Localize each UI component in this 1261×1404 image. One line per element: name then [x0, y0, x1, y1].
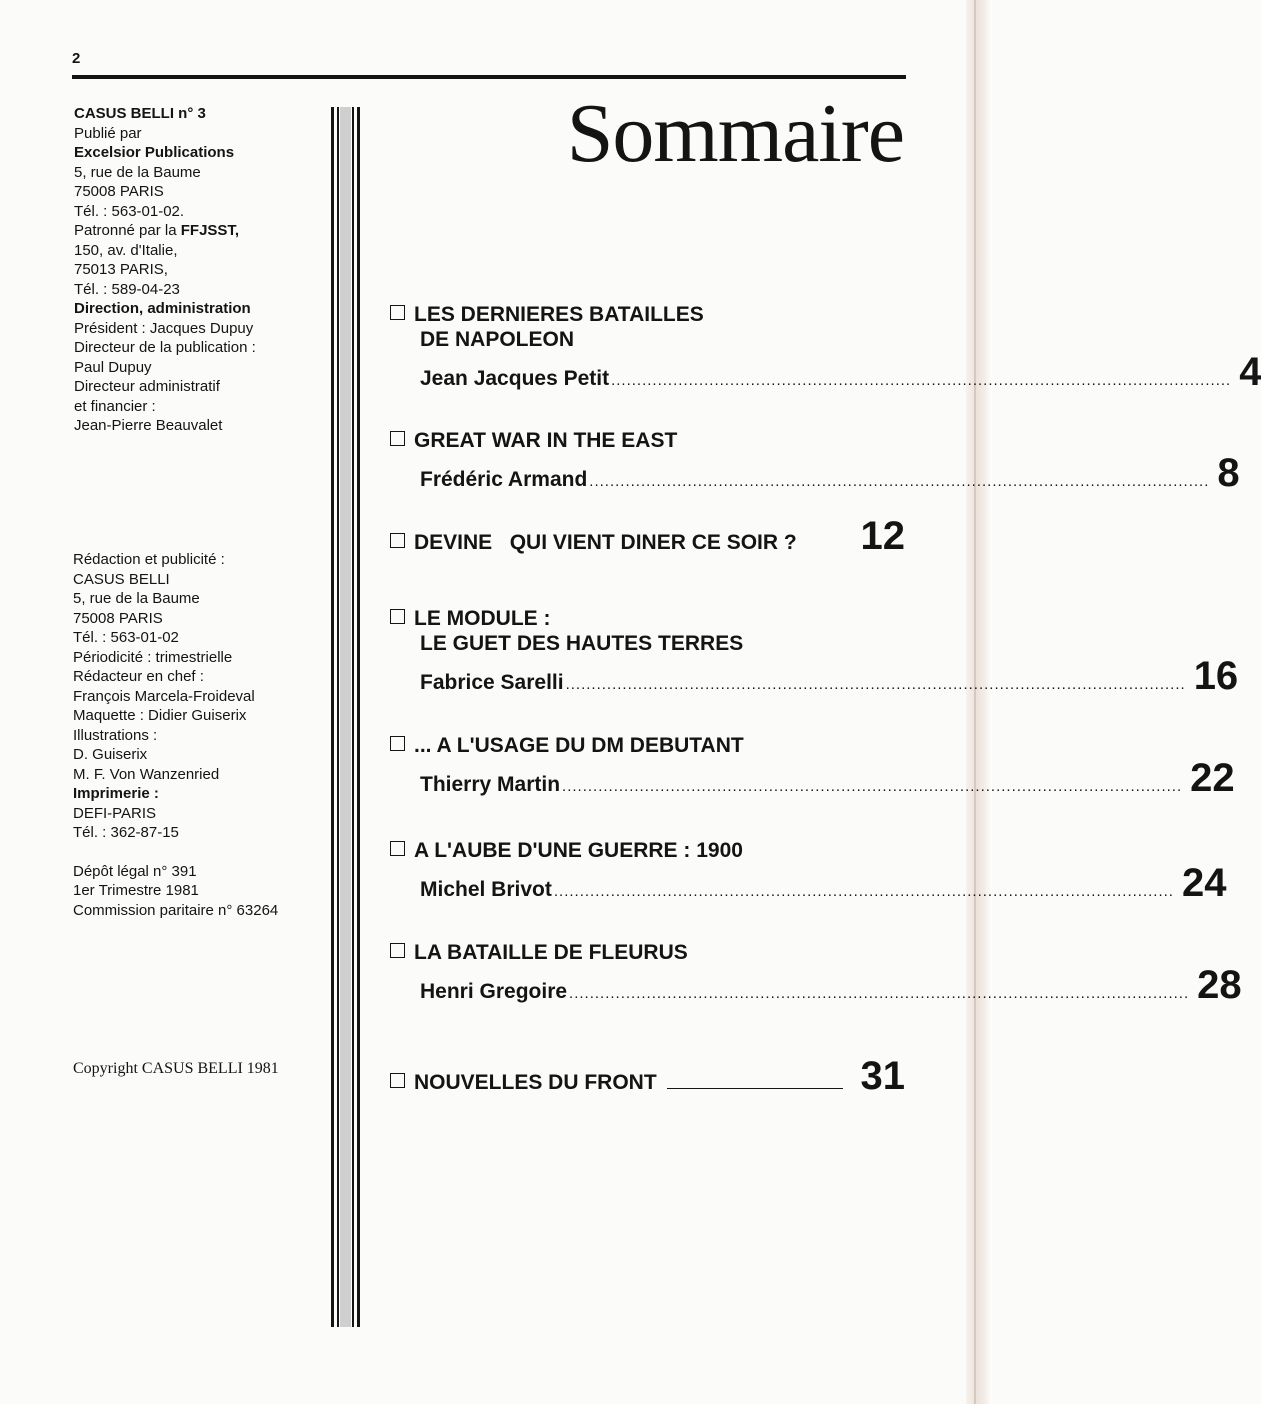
toc-author: Frédéric Armand: [420, 468, 588, 491]
paper-fold-line: [974, 0, 976, 1404]
credits-line: D. Guiserix: [73, 746, 148, 763]
masthead-line: Président : Jacques Dupuy: [74, 319, 254, 337]
toc-page-number: 24: [1181, 861, 1227, 905]
masthead-line: Paul Dupuy: [74, 358, 152, 376]
dot-leader: ........................................................................................................................: [562, 778, 1183, 795]
dot-leader: ........................................................................................................................: [569, 985, 1190, 1002]
toc-entry[interactable]: [390, 838, 1227, 905]
masthead-line: Directeur de la publication :: [74, 339, 256, 356]
toc-author: Michel Brivot: [420, 878, 552, 901]
credits-block: [73, 550, 323, 920]
credits-line: Maquette : Didier Guiserix: [73, 707, 247, 724]
toc-page-number: 31: [860, 1054, 905, 1098]
dot-leader: ........................................................................................................................: [565, 676, 1186, 693]
credits-line: François Marcela-Froideval: [73, 687, 255, 705]
toc-title-line: DE NAPOLEON: [420, 328, 575, 351]
checkbox-icon: [390, 609, 405, 624]
credits-line: Périodicité : trimestrielle: [73, 648, 233, 666]
toc-title-line: LE GUET DES HAUTES TERRES: [420, 632, 744, 655]
toc-entry[interactable]: [390, 302, 1261, 394]
masthead-line: 75008 PARIS: [74, 183, 164, 200]
toc-title-line: LES DERNIERES BATAILLES: [390, 302, 905, 327]
checkbox-icon: [390, 943, 405, 958]
credits-line: Rédaction et publicité :: [73, 551, 225, 568]
toc-entry[interactable]: [390, 1056, 905, 1096]
toc-entry[interactable]: [390, 733, 1235, 800]
toc-title-line: DEVINE QUI VIENT DINER CE SOIR ? 12: [390, 516, 905, 556]
toc-author-line: [390, 963, 1242, 1007]
toc-entry[interactable]: [390, 606, 1239, 698]
toc-entry[interactable]: [390, 516, 905, 556]
checkbox-icon: [390, 1073, 405, 1088]
toc-title-line: ... A L'USAGE DU DM DEBUTANT: [390, 733, 905, 758]
credits-line: Imprimerie :: [73, 785, 159, 802]
credits-line: 75008 PARIS: [73, 609, 163, 627]
header-rule: [72, 75, 906, 79]
toc-author: Henri Gregoire: [420, 980, 568, 1003]
masthead-line: Excelsior Publications: [74, 144, 235, 161]
dot-leader: ........................................................................................................................: [611, 372, 1232, 389]
masthead-line: Direction, administration: [74, 300, 251, 317]
page-title: Sommaire: [566, 87, 904, 180]
masthead-line: 5, rue de la Baume: [74, 163, 201, 181]
toc-author: Thierry Martin: [420, 773, 561, 796]
checkbox-icon: [390, 305, 405, 320]
toc-title-line: LA BATAILLE DE FLEURUS: [390, 940, 905, 965]
masthead-line: CASUS BELLI n° 3: [74, 105, 206, 122]
toc-author-line: [390, 756, 1235, 800]
toc-author-line: [390, 350, 1261, 394]
toc-title-line: GREAT WAR IN THE EAST: [390, 428, 905, 453]
toc-page-number: 4: [1239, 350, 1261, 394]
toc-title-line: NOUVELLES DU FRONT 31: [390, 1056, 905, 1096]
credits-line: Tél. : 362-87-15: [73, 824, 179, 841]
masthead-line: 75013 PARIS,: [74, 261, 168, 278]
toc-page-number: 16: [1193, 654, 1239, 698]
credits-line: CASUS BELLI: [73, 570, 170, 588]
masthead-line: Jean-Pierre Beauvalet: [74, 417, 223, 434]
credits-line: 1er Trimestre 1981: [73, 882, 199, 899]
credits-line: [73, 843, 323, 862]
dot-leader: ........................................................................................................................: [589, 473, 1210, 490]
credits-line: Rédacteur en chef :: [73, 668, 204, 685]
toc-entry[interactable]: [390, 940, 1242, 1007]
masthead-line: Directeur administratif: [74, 378, 220, 395]
paper-edge: [966, 0, 992, 1404]
credits-line: Illustrations :: [73, 726, 158, 744]
toc-author-line: [390, 654, 1239, 698]
credits-line: Commission paritaire n° 63264: [73, 901, 279, 919]
credits-line: Dépôt légal n° 391: [73, 862, 197, 880]
toc-title-line: A L'AUBE D'UNE GUERRE : 1900: [390, 838, 905, 863]
checkbox-icon: [390, 533, 405, 548]
toc-page-number: 28: [1197, 963, 1242, 1007]
credits-line: 5, rue de la Baume: [73, 590, 200, 607]
checkbox-icon: [390, 431, 405, 446]
masthead-line: 150, av. d'Italie,: [74, 241, 178, 259]
column-divider: [331, 107, 360, 1327]
checkbox-icon: [390, 841, 405, 856]
toc-page-number: 12: [860, 514, 905, 558]
copyright-notice: Copyright CASUS BELLI 1981: [73, 1060, 279, 1077]
masthead-line: Tél. : 563-01-02.: [74, 202, 185, 220]
credits-line: DEFI-PARIS: [73, 804, 157, 822]
toc-author: Jean Jacques Petit: [420, 367, 610, 390]
dot-leader: ........................................................................................................................: [553, 883, 1174, 900]
toc-title-line: LE MODULE :: [390, 606, 905, 631]
toc-author-line: [390, 861, 1227, 905]
toc-author: Fabrice Sarelli: [420, 671, 564, 694]
credits-line: Tél. : 563-01-02: [73, 629, 179, 646]
credits-line: M. F. Von Wanzenried: [73, 765, 220, 783]
leader-line: [667, 1088, 843, 1089]
masthead-line: Publié par: [74, 124, 142, 142]
toc-page-number: 8: [1217, 451, 1240, 495]
masthead-line: Tél. : 589-04-23: [74, 280, 180, 298]
page-number: 2: [72, 50, 81, 67]
checkbox-icon: [390, 736, 405, 751]
toc-page-number: 22: [1190, 756, 1235, 800]
toc-entry[interactable]: [390, 428, 1240, 495]
masthead-block: [74, 104, 314, 436]
masthead-line: Patronné par la FFJSST,: [74, 222, 240, 239]
toc-author-line: [390, 451, 1240, 495]
masthead-line: et financier :: [74, 397, 156, 415]
